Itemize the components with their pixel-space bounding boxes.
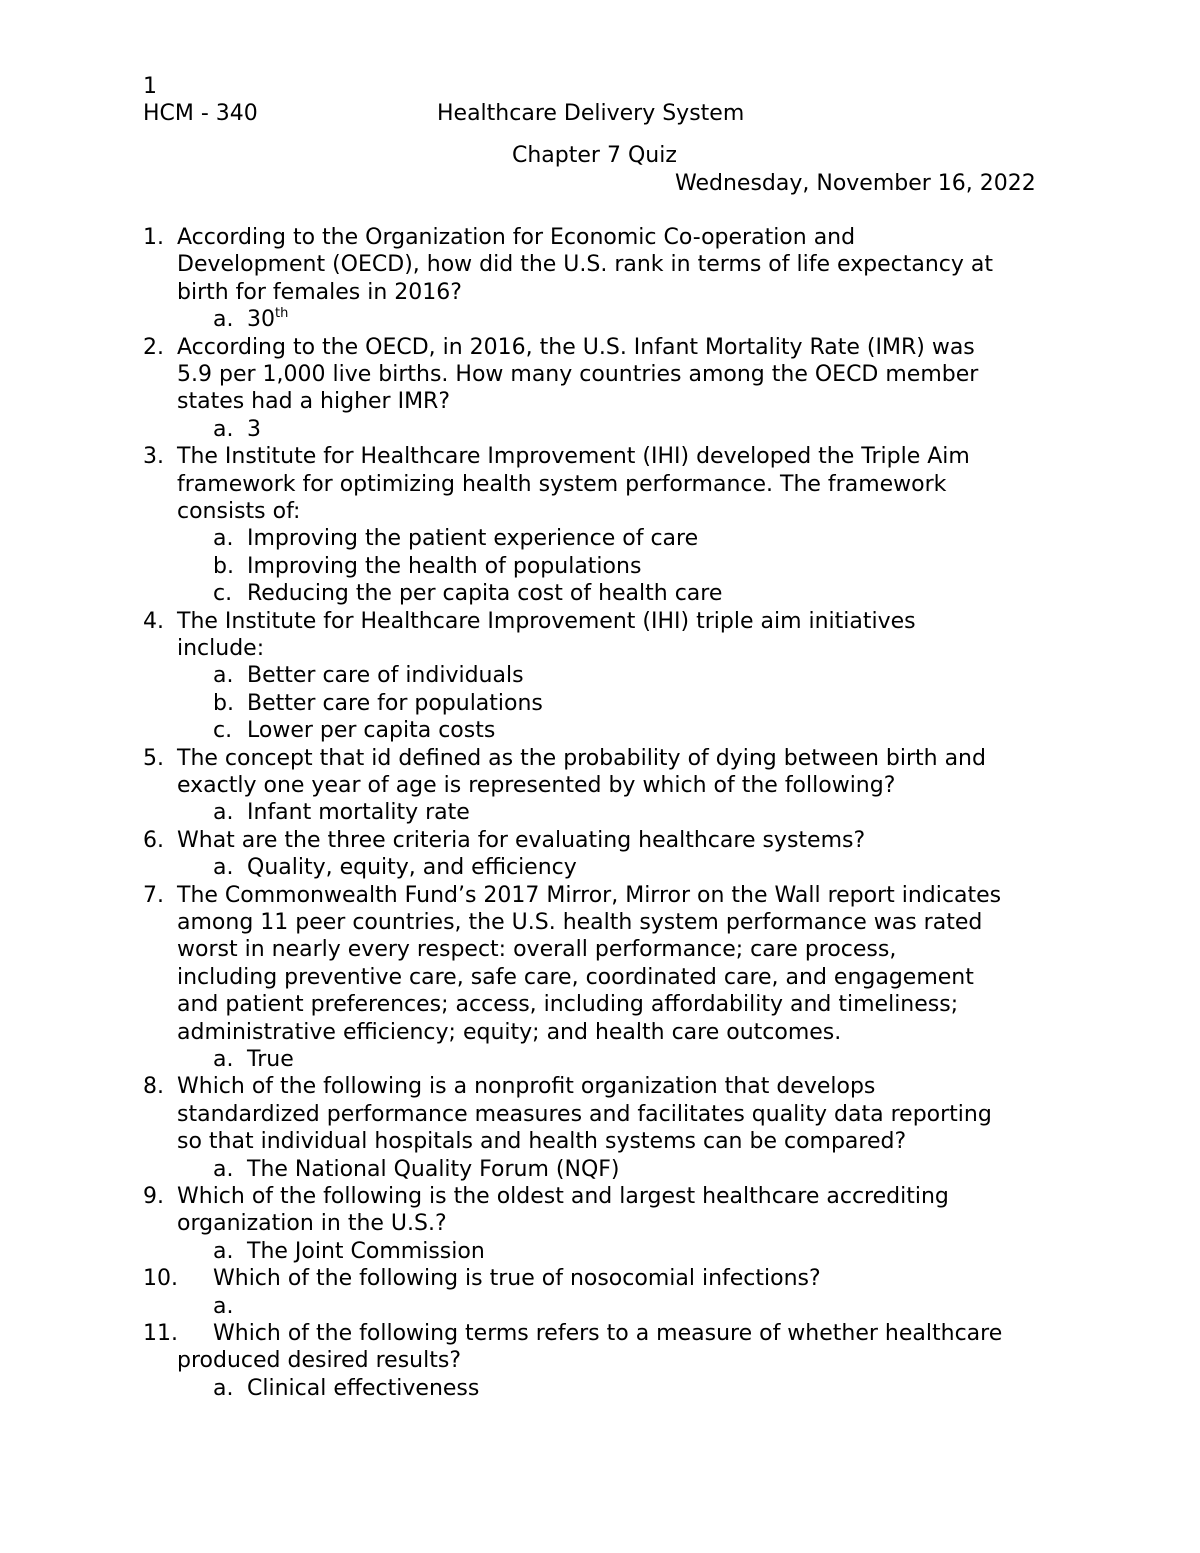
question-text-line: states had a higher IMR?: [177, 389, 451, 415]
question-number: 3.: [143, 444, 164, 470]
question-text-line: produced desired results?: [177, 1348, 461, 1374]
quiz-title: Chapter 7 Quiz: [512, 143, 677, 168]
answer-letter: c.: [213, 581, 233, 607]
question-text-line: Which of the following terms refers to a measure of whether healthcare: [213, 1321, 1003, 1346]
answer-value: Reducing the per capita cost of health care: [247, 581, 723, 607]
course-title: Healthcare Delivery System: [437, 101, 745, 126]
answer-value: 3: [247, 416, 261, 442]
question-text-line: consists of:: [177, 499, 301, 524]
answer-superscript: th: [275, 306, 289, 322]
question-text-line: among 11 peer countries, the U.S. health system performance was rated: [177, 910, 983, 935]
answer-text: [247, 1375, 479, 1402]
question-text-line: organization in the U.S.?: [177, 1211, 447, 1237]
question-text-line: framework for optimizing health system performance. The framework: [177, 471, 947, 497]
question-text-line: include:: [177, 636, 265, 661]
quiz-date: Wednesday, November 16, 2022: [675, 171, 1036, 196]
answer-text: [247, 553, 641, 580]
answer-letter: a.: [213, 800, 234, 826]
answer-value: Better care for populations: [247, 690, 543, 716]
answer-value: Improving the health of populations: [247, 553, 642, 579]
question-number: 7.: [143, 882, 164, 908]
answer-letter: a.: [213, 1375, 234, 1401]
question-text-line: exactly one year of age is represented by which of the following?: [177, 773, 896, 798]
answer-letter: a.: [213, 1293, 234, 1319]
answer-value: Lower per capita costs: [247, 718, 496, 744]
question-text-line: including preventive care, safe care, coordinated care, and engagement: [177, 964, 974, 990]
question-text-line: Development (OECD), how did the U.S. rank in terms of life expectancy at: [177, 252, 994, 278]
question-number: 6.: [143, 827, 164, 853]
question-text-line: administrative efficiency; equity; and health care outcomes.: [177, 1019, 842, 1045]
question-text-line: According to the OECD, in 2016, the U.S. Infant Mortality Rate (IMR) was: [177, 334, 975, 360]
answer-text: [247, 306, 288, 333]
answer-text: [247, 416, 261, 443]
answer-letter: b.: [213, 553, 234, 579]
answer-value: Better care of individuals: [247, 663, 524, 689]
question-text-line: What are the three criteria for evaluating healthcare systems?: [177, 827, 866, 853]
question-text-line: worst in nearly every respect: overall performance; care process,: [177, 937, 897, 963]
answer-text: [247, 525, 698, 552]
answer-value: Improving the patient experience of care: [247, 526, 699, 552]
question-text-line: Which of the following is the oldest and largest healthcare accrediting: [177, 1184, 949, 1209]
question-number: 10.: [143, 1266, 178, 1292]
answer-value: The Joint Commission: [247, 1238, 485, 1264]
answer-letter: a.: [213, 416, 234, 442]
question-number: 8.: [143, 1074, 164, 1100]
answer-letter: a.: [213, 307, 234, 333]
answer-value: 30: [247, 307, 275, 333]
answer-letter: b.: [213, 690, 234, 716]
answer-letter: c.: [213, 718, 233, 744]
question-text-line: and patient preferences; access, including affordability and timeliness;: [177, 992, 959, 1018]
question-text-line: The Institute for Healthcare Improvement (IHI) triple aim initiatives: [177, 608, 916, 634]
question-text-line: so that individual hospitals and health systems can be compared?: [177, 1129, 907, 1155]
answer-value: True: [247, 1047, 294, 1072]
question-text-line: Which of the following is true of nosocomial infections?: [213, 1266, 821, 1292]
answer-text: [247, 662, 524, 689]
answer-text: [247, 580, 722, 607]
question-text-line: According to the Organization for Economic Co-operation and: [177, 225, 856, 250]
answer-text: [247, 1046, 294, 1073]
answer-text: [247, 1238, 485, 1265]
answer-value: Quality, equity, and efficiency: [247, 855, 577, 881]
answer-value: Clinical effectiveness: [247, 1375, 480, 1401]
answer-text: [247, 799, 470, 826]
question-number: 11.: [143, 1321, 178, 1346]
question-number: 2.: [143, 334, 164, 360]
answer-value: Infant mortality rate: [247, 800, 470, 826]
question-text-line: The Institute for Healthcare Improvement (IHI) developed the Triple Aim: [177, 444, 970, 470]
answer-letter: a.: [213, 1238, 234, 1264]
question-text-line: Which of the following is a nonprofit organization that develops: [177, 1074, 876, 1100]
answer-text: [247, 1156, 620, 1183]
page-number: 1: [143, 74, 157, 99]
answer-text: [247, 854, 577, 881]
question-text-line: birth for females in 2016?: [177, 279, 462, 305]
question-text-line: standardized performance measures and facilitates quality data reporting: [177, 1101, 992, 1127]
answer-letter: a.: [213, 1156, 234, 1182]
course-code: HCM - 340: [143, 101, 258, 126]
answer-value: The National Quality Forum (NQF): [247, 1156, 620, 1182]
answer-letter: a.: [213, 663, 234, 689]
answer-letter: a.: [213, 855, 234, 881]
question-number: 5.: [143, 745, 164, 771]
answer-letter: a.: [213, 526, 234, 552]
question-text-line: The concept that id defined as the probability of dying between birth and: [177, 745, 986, 771]
question-text-line: 5.9 per 1,000 live births. How many countries among the OECD member: [177, 362, 979, 387]
question-number: 4.: [143, 608, 164, 634]
answer-text: [247, 717, 495, 744]
question-number: 9.: [143, 1184, 164, 1209]
question-number: 1.: [143, 225, 164, 250]
question-text-line: The Commonwealth Fund’s 2017 Mirror, Mirror on the Wall report indicates: [177, 882, 1002, 908]
answer-text: [247, 690, 543, 717]
answer-letter: a.: [213, 1047, 234, 1072]
